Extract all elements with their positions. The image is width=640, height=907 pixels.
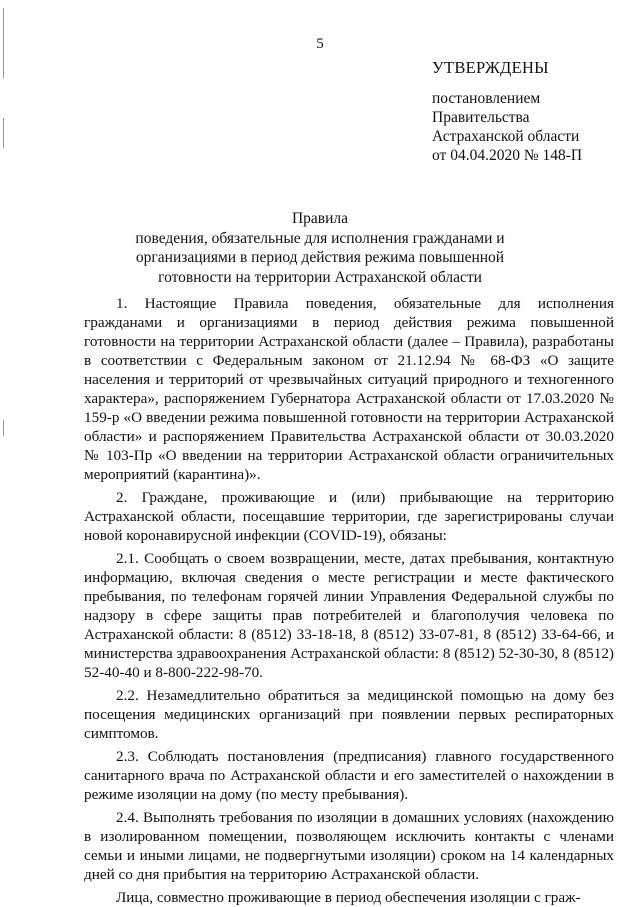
approval-line: Астраханской области [432,128,580,145]
paragraph: 2.1. Сообщать о своем возвращении, месте, датах пребывания, контактную информацию, включая сведения о месте регистрации и месте фактического пребывания, по телефонам горячей линии Управления Федеральной службы по надзору в сфере защиты прав потребителей и благополучия человека по Астраханской области: 8 (8512) 33-18-18, 8 (8512) 33-07-81, 8 (8512) 33-64-66, и министерства здравоохранения Астраханской области: 8 (8512) 52-30-30, 8 (8512) 52-40-40 и 8-800-222-98-70. [84,550,614,681]
paragraph: 2.2. Незамедлительно обратиться за медицинской помощью на дому без посещения медицинских организаций при появлении первых респираторных симптомов. [84,687,614,742]
paragraph: Лица, совместно проживающие в период обеспечения изоляции с граж- [116,889,581,906]
document-title-block [100,209,540,287]
approval-line: Правительства [432,109,530,126]
approval-line: от 04.04.2020 № 148-П [432,147,583,164]
scan-margin-mark [3,420,4,436]
document-subtitle: поведения, обязательные для исполнения гражданами и организациями в период действия режима повышенной готовности на территории Астраханской области [135,229,505,286]
approval-stamp [432,58,582,165]
approval-heading: УТВЕРЖДЕНЫ [432,58,549,77]
paragraph: 2.4. Выполнять требования по изоляции в домашних условиях (нахождению в изолированном помещении, позволяющем исключить контакты с членами семьи и иными лицами, не подвергнутыми изоляции) сроком на 14 календарных дней со дня прибытия на территорию Астраханской области. [84,809,614,883]
approval-line: постановлением [432,90,541,107]
paragraph: 2. Граждане, проживающие и (или) прибывающие на территорию Астраханской области, посещавшие территории, где зарегистрированы случаи новой коронавирусной инфекции (COVID-19), обязаны: [84,489,614,544]
document-body [84,294,614,907]
document-title: Правила [291,210,349,227]
scan-margin-mark [3,118,4,148]
paragraph: 1. Настоящие Правила поведения, обязательные для исполнения гражданами и организациями в период действия режима повышенной готовности на территории Астраханской области (далее – Правила), разработаны в соответствии с Федеральным законом от 21.12.94 № 68-ФЗ «О защите населения и территорий от чрезвычайных ситуаций природного и техногенного характера», распоряжением Губернатора Астраханской области от 17.03.2020 № 159-р «О введении режима повышенной готовности на территории Астраханской области» и распоряжением Правительства Астраханской области от 30.03.2020 № 103-Пр «О введении на территории Астраханской области ограничительных мероприятий (карантина)». [84,295,614,483]
paragraph: 2.3. Соблюдать постановления (предписания) главного государственного санитарного врача по Астраханской области и его заместителей о нахождении в режиме изоляции на дому (по месту пребывания). [84,748,614,803]
page-number: 5 [316,36,324,52]
